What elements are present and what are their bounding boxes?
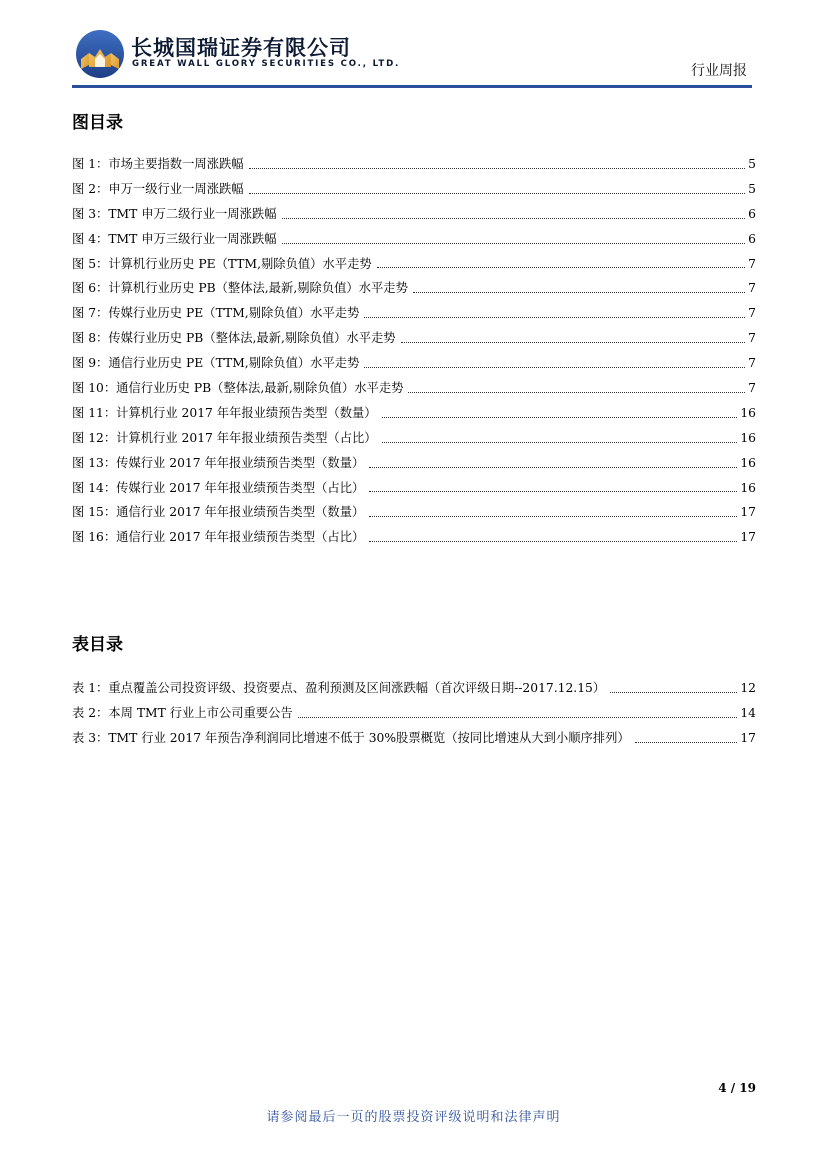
figures-entry[interactable] — [72, 152, 756, 177]
figures-entry-title: 图 15：通信行业 2017 年年报业绩预告类型（数量） — [72, 505, 365, 520]
tables-entry-title: 表 1：重点覆盖公司投资评级、投资要点、盈利预测及区间涨跌幅（首次评级日期--2017.12.15） — [72, 681, 606, 695]
dot-leader — [249, 192, 746, 194]
dot-leader — [249, 167, 746, 169]
great-wall-logo-icon — [75, 29, 125, 79]
tables-entry-title: 表 3：TMT 行业 2017 年预告净利润同比增速不低于 30%股票概览（按同比增速从大到小顺序排列） — [72, 730, 630, 745]
figures-entry-title: 图 4：TMT 申万三级行业一周涨跌幅 — [72, 231, 277, 246]
figures-entry[interactable] — [72, 401, 756, 426]
dot-leader — [298, 716, 738, 718]
dot-leader — [635, 741, 738, 743]
figures-entry-title: 图 14：传媒行业 2017 年年报业绩预告类型（占比） — [72, 480, 365, 495]
tables-entry[interactable] — [72, 701, 756, 726]
tables-entry-page: 14 — [740, 705, 756, 720]
dot-leader — [408, 391, 745, 393]
figures-entry-title: 图 10：通信行业历史 PB（整体法,最新,剔除负值）水平走势 — [72, 381, 404, 396]
tables-entry[interactable] — [72, 726, 756, 751]
figures-entry-page: 7 — [748, 281, 756, 296]
figures-entry[interactable] — [72, 525, 756, 550]
figures-entry[interactable] — [72, 476, 756, 501]
figures-entry-title: 图 13：传媒行业 2017 年年报业绩预告类型（数量） — [72, 455, 365, 470]
company-name-cn: 长城国瑞证券有限公司 — [131, 36, 351, 60]
figures-entry[interactable] — [72, 301, 756, 326]
dot-leader — [369, 515, 737, 517]
figures-entry-title: 图 1：市场主要指数一周涨跌幅 — [72, 157, 244, 171]
legal-disclaimer-link: 请参阅最后一页的股票投资评级说明和法律声明 — [266, 1110, 561, 1125]
table-list-title: 表目录 — [72, 635, 123, 655]
figures-entry-page: 7 — [748, 356, 756, 371]
dot-leader — [377, 266, 746, 268]
table-list — [72, 676, 756, 751]
figures-entry-page: 7 — [748, 381, 756, 396]
figure-list-title: 图目录 — [72, 113, 123, 133]
dot-leader — [382, 416, 738, 418]
figures-entry-page: 17 — [740, 530, 756, 545]
figures-entry[interactable] — [72, 326, 756, 351]
page-number: 4 / 19 — [718, 1081, 756, 1095]
tables-entry-page: 17 — [740, 730, 756, 745]
figures-entry-page: 16 — [740, 455, 756, 470]
dot-leader — [413, 291, 745, 293]
figures-entry-title: 图 12：计算机行业 2017 年年报业绩预告类型（占比） — [72, 430, 377, 445]
figures-entry-page: 16 — [740, 480, 756, 495]
dot-leader — [610, 691, 737, 693]
figures-entry[interactable] — [72, 227, 756, 252]
dot-leader — [382, 441, 738, 443]
figures-entry-title: 图 11：计算机行业 2017 年年报业绩预告类型（数量） — [72, 405, 377, 420]
figures-entry-page: 7 — [748, 306, 756, 321]
figures-entry[interactable] — [72, 451, 756, 476]
header-divider — [72, 85, 752, 88]
tables-entry-title: 表 2：本周 TMT 行业上市公司重要公告 — [72, 705, 293, 720]
page-header — [0, 0, 827, 90]
figures-entry-page: 5 — [748, 181, 756, 196]
figures-entry-page: 6 — [748, 206, 756, 221]
dot-leader — [364, 316, 745, 318]
figures-entry-page: 17 — [740, 505, 756, 520]
dot-leader — [282, 217, 746, 219]
figures-entry-title: 图 8：传媒行业历史 PB（整体法,最新,剔除负值）水平走势 — [72, 331, 396, 346]
dot-leader — [369, 466, 737, 468]
dot-leader — [282, 242, 746, 244]
figures-entry-title: 图 9：通信行业历史 PE（TTM,剔除负值）水平走势 — [72, 356, 360, 371]
report-type-label: 行业周报 — [691, 63, 747, 79]
figures-entry[interactable] — [72, 376, 756, 401]
figures-entry[interactable] — [72, 351, 756, 376]
figures-entry-title: 图 6：计算机行业历史 PB（整体法,最新,剔除负值）水平走势 — [72, 281, 408, 296]
figures-entry-page: 7 — [748, 331, 756, 346]
figures-entry[interactable] — [72, 177, 756, 202]
figures-entry-title: 图 3：TMT 申万二级行业一周涨跌幅 — [72, 206, 277, 221]
company-name-en: GREAT WALL GLORY SECURITIES CO., LTD. — [132, 59, 401, 69]
figures-entry[interactable] — [72, 276, 756, 301]
figures-entry[interactable] — [72, 426, 756, 451]
figures-entry-page: 16 — [740, 405, 756, 420]
figure-list — [72, 152, 756, 550]
figures-entry-title: 图 16：通信行业 2017 年年报业绩预告类型（占比） — [72, 530, 365, 545]
figures-entry-page: 5 — [748, 157, 756, 171]
figures-entry-title: 图 2：申万一级行业一周涨跌幅 — [72, 181, 244, 196]
figures-entry[interactable] — [72, 202, 756, 227]
dot-leader — [369, 490, 737, 492]
figures-entry-page: 7 — [748, 256, 756, 271]
tables-entry-page: 12 — [740, 681, 756, 695]
figures-entry[interactable] — [72, 500, 756, 525]
figures-entry-title: 图 7：传媒行业历史 PE（TTM,剔除负值）水平走势 — [72, 306, 360, 321]
dot-leader — [369, 540, 737, 542]
figures-entry[interactable] — [72, 252, 756, 277]
dot-leader — [364, 366, 745, 368]
tables-entry[interactable] — [72, 676, 756, 701]
figures-entry-title: 图 5：计算机行业历史 PE（TTM,剔除负值）水平走势 — [72, 256, 372, 271]
dot-leader — [401, 341, 746, 343]
figures-entry-page: 6 — [748, 231, 756, 246]
figures-entry-page: 16 — [740, 430, 756, 445]
